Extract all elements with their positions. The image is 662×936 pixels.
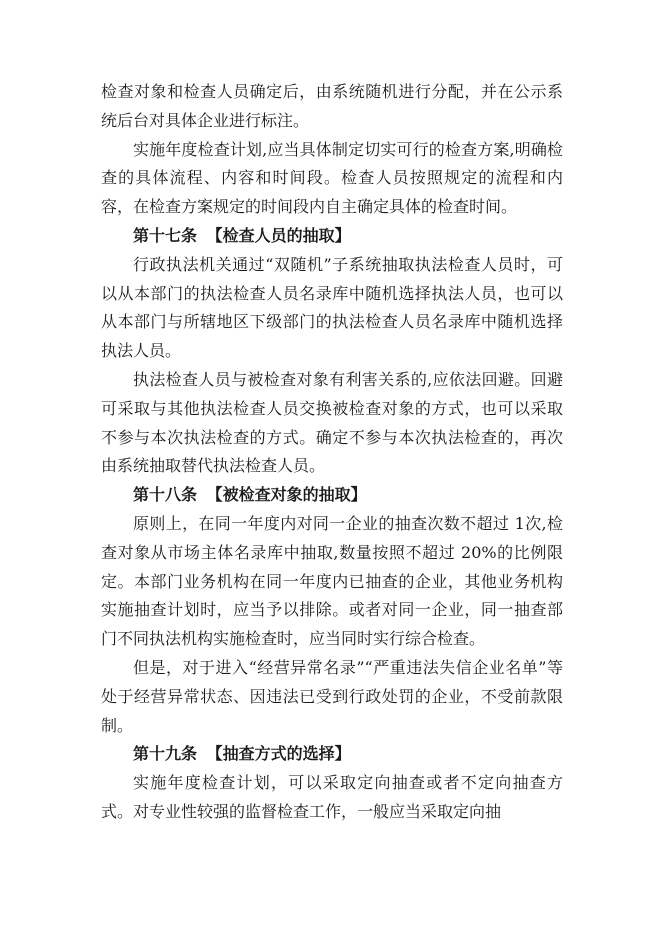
article-title: 【检查人员的抽取】 [206, 225, 351, 245]
article-title: 【被检查对象的抽取】 [206, 485, 367, 505]
paragraph-continuation: 检查对象和检查人员确定后，由系统随机进行分配，并在公示系统后台对具体企业进行标注。 [101, 82, 563, 130]
article-title: 【抽查方式的选择】 [206, 744, 351, 764]
paragraph-inspection-plan: 实施年度检查计划,应当具体制定切实可行的检查方案,明确检查的具体流程、内容和时间段。检查人员按照规定的流程和内容，在检查方案规定的时间段内自主确定具体的检查时间。 [101, 139, 563, 217]
article-number: 第十九条 [133, 744, 198, 764]
article-heading-18 [101, 481, 563, 510]
article-heading-17 [101, 222, 563, 251]
paragraph-selection-of-inspectors: 行政执法机关通过“双随机”子系统抽取执法检查人员时，可以从本部门的执法检查人员名录库中随机选择执法人员，也可以从本部门与所辖地区下级部门的执法检查人员名录库中随机选择执法人员。 [101, 254, 563, 361]
article-number: 第十七条 [133, 225, 198, 245]
document-body [101, 78, 563, 827]
paragraph-recusal: 执法检查人员与被检查对象有利害关系的,应依法回避。回避可采取与其他执法检查人员交换被检查对象的方式，也可以采取不参与本次执法检查的方式。确定不参与本次执法检查的，再次由系统抽取替代执法检查人员。 [101, 369, 563, 476]
article-heading-19 [101, 740, 563, 769]
paragraph-exceptions: 但是，对于进入“经营异常名录”“严重违法失信企业名单”等处于经营异常状态、因违法已受到行政处罚的企业，不受前款限制。 [101, 657, 563, 735]
paragraph-selection-of-targets: 原则上，在同一年度内对同一企业的抽查次数不超过 1次,检查对象从市场主体名录库中抽取,数量按照不超过 20%的比例限定。本部门业务机构在同一年度内已抽查的企业，其他业务机构实施抽查计划时，应当予以排除。或者对同一企业，同一抽查部门不同执法机构实施检查时，应当同时实行综合检查。 [101, 513, 563, 649]
paragraph-inspection-method: 实施年度检查计划，可以采取定向抽查或者不定向抽查方式。对专业性较强的监督检查工作，一般应当采取定向抽 [101, 773, 563, 821]
article-number: 第十八条 [133, 485, 198, 505]
